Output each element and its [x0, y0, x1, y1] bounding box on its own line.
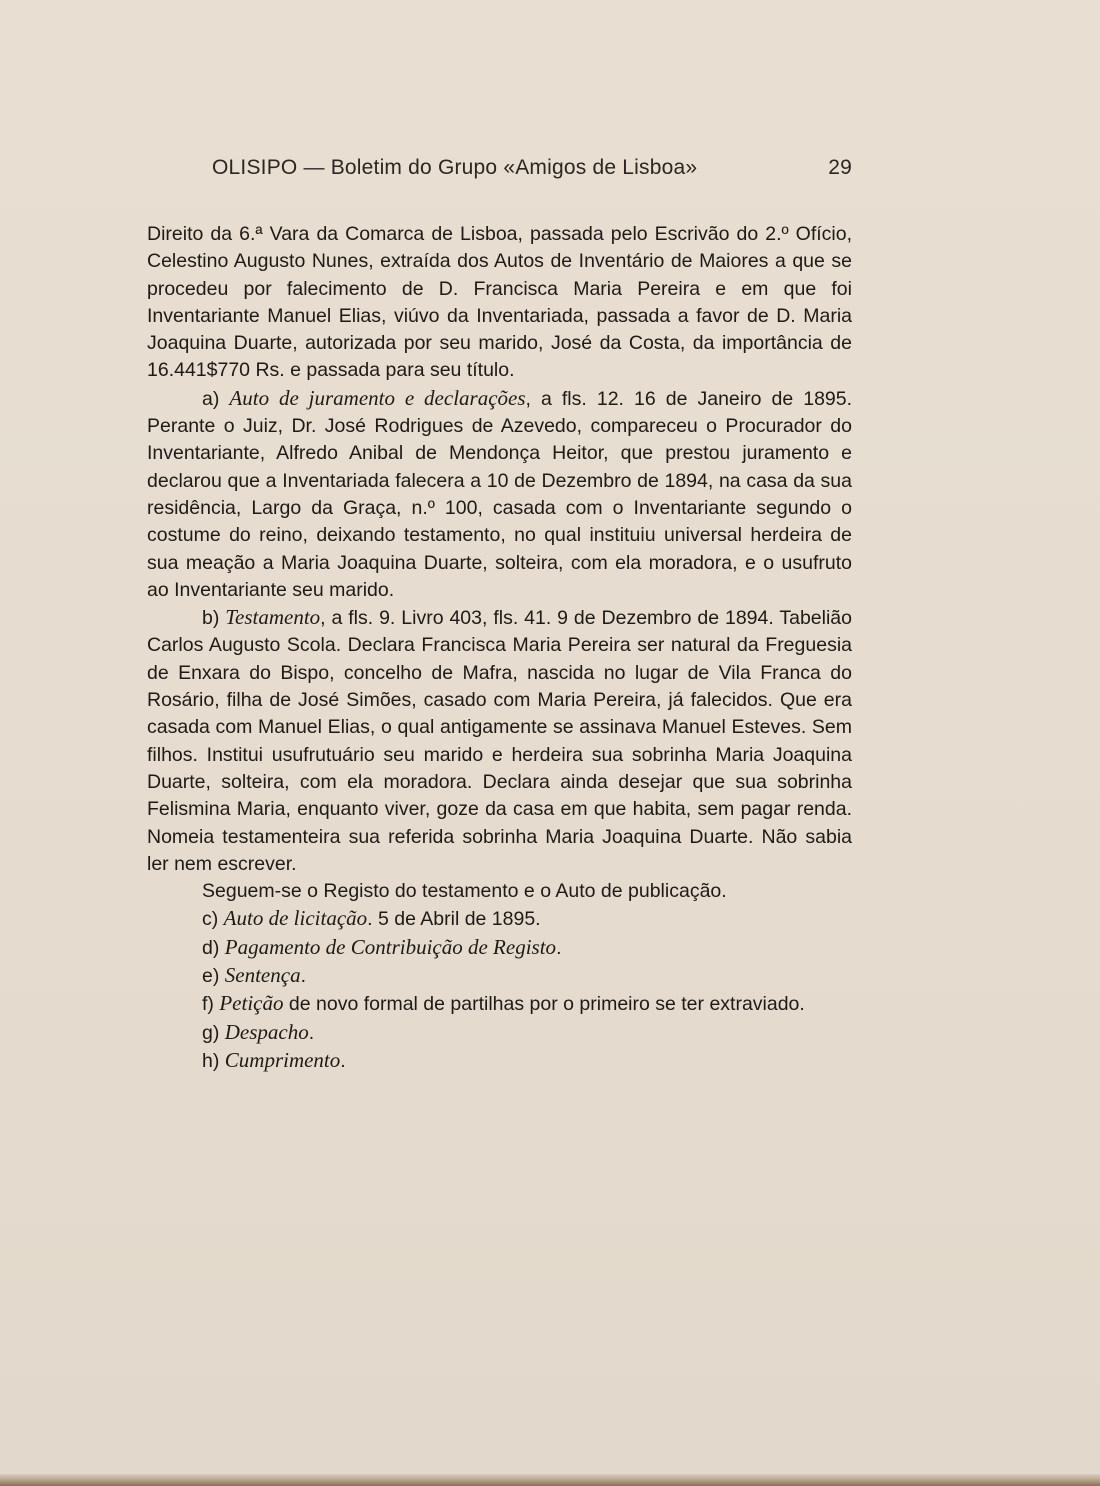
item-b-text: , a fls. 9. Livro 403, fls. 41. 9 de Dezembro de 1894. Tabelião Carlos Augusto Scola. Declara Francisca Maria Pereira ser natural da Freguesia de Enxara do Bispo, concelho de Mafra, nascida no lugar de Vila Franca do Rosário, filha de José Simões, casado com Maria Pereira, já falecidos. Que era casada com Manuel Elias, o qual antigamente se assinava Manuel Esteves. Sem filhos. Institui usufrutuário seu marido e herdeira sua sobrinha Maria Joaquina Duarte, solteira, com ela moradora. Declara ainda desejar que sua sobrinha Felismina Maria, enquanto viver, goze da casa em que habita, sem pagar renda. Nomeia testamenteira sua referida sobrinha Maria Joaquina Duarte. Não sabia ler nem escrever.: [147, 607, 852, 875]
item-c-title: Auto de licitação: [223, 906, 368, 931]
registo-note: Seguem-se o Registo do testamento e o Auto de publicação.: [202, 880, 727, 903]
item-g-text: .: [308, 1021, 315, 1044]
item-e-letter: e): [202, 965, 220, 988]
item-h-title: Cumprimento: [224, 1047, 341, 1072]
item-f-text: de novo formal de partilhas por o primeiro se ter extraviado.: [283, 993, 805, 1016]
intro-paragraph: Direito da 6.ª Vara da Comarca de Lisboa, passada pelo Escrivão do 2.º Ofício, Celestino Augusto Nunes, extraída dos Autos de Inventário de Maiores a que se procedeu por falecimento de D. Francisca Maria Pereira e em que foi Inventariante Manuel Elias, viúvo da Inventariada, passada a favor de D. Maria Joaquina Duarte, autorizada por seu marido, José da Costa, da importância de 16.441$770 Rs. e passada para seu título.: [147, 223, 852, 382]
item-f-title: Petição: [219, 991, 284, 1016]
item-h-text: .: [340, 1049, 346, 1072]
item-h: [147, 1047, 852, 1075]
page-number: 29: [828, 156, 852, 179]
item-g-title: Despacho: [224, 1019, 309, 1044]
item-g-letter: g): [202, 1021, 220, 1044]
item-h-letter: h): [202, 1049, 220, 1072]
item-b-title: Testamento: [225, 605, 321, 630]
item-f-letter: f): [202, 993, 214, 1016]
item-c-letter: c): [202, 908, 219, 931]
running-header: [212, 156, 852, 186]
journal-title: OLISIPO — Boletim do Grupo «Amigos de Lisboa»: [212, 156, 698, 179]
item-g: [147, 1019, 852, 1047]
item-c-text: . 5 de Abril de 1895.: [367, 908, 541, 931]
item-d-text: .: [556, 936, 562, 959]
item-a: [147, 385, 852, 604]
item-e: [147, 962, 852, 990]
item-b-letter: b): [202, 607, 220, 630]
item-e-title: Sentença: [224, 963, 301, 988]
item-d-letter: d): [202, 936, 220, 959]
item-e-text: .: [300, 965, 306, 988]
document-body: [147, 221, 852, 1075]
item-f: [147, 990, 852, 1018]
item-a-title: Auto de juramento e declarações: [229, 385, 526, 410]
item-c: [147, 905, 852, 933]
item-a-text: , a fls. 12. 16 de Janeiro de 1895. Perante o Juiz, Dr. José Rodrigues de Azevedo, compareceu o Procurador do Inventariante, Alfredo Anibal de Mendonça Heitor, que prestou juramento e declarou que a Inventariada falecera a 10 de Dezembro de 1894, na casa da sua residência, Largo da Graça, n.º 100, casada com o Inventariante segundo o costume do reino, deixando testamento, no qual instituiu universal herdeira de sua meação a Maria Joaquina Duarte, solteira, com ela moradora, e o usufruto ao Inventariante seu marido.: [147, 387, 853, 601]
item-b: [147, 604, 852, 878]
page-bottom-edge: [0, 1474, 1100, 1486]
item-d-title: Pagamento de Contribuição de Registo: [224, 934, 557, 959]
item-d: [147, 934, 852, 962]
item-a-letter: a): [202, 387, 220, 410]
